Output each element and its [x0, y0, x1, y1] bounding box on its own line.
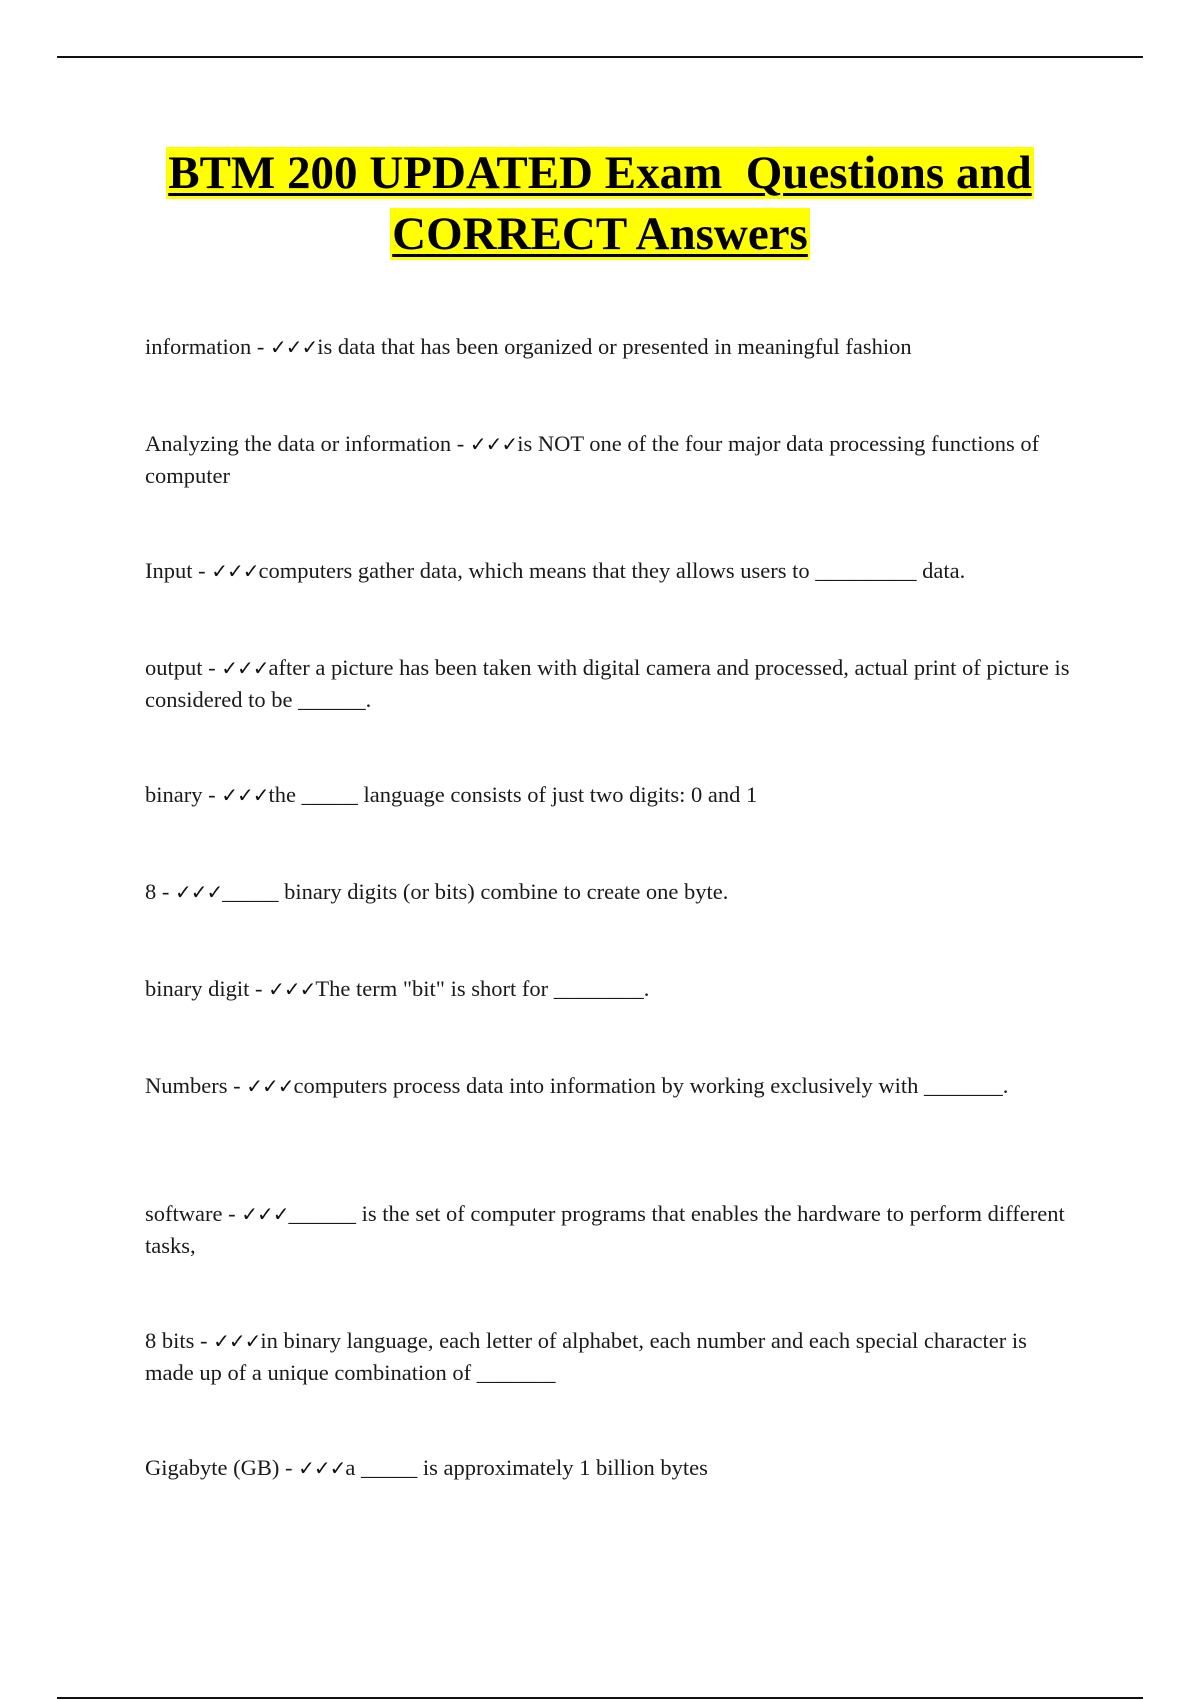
qa-item-8-bits: 8 bits - ✓✓✓in binary language, each letter of alphabet, each number and each special character is made up of a unique combination of _______	[145, 1328, 1027, 1385]
qa-term: 8 bits	[145, 1328, 195, 1353]
qa-item-8: 8 - ✓✓✓_____ binary digits (or bits) combine to create one byte.	[145, 879, 729, 904]
top-rule	[57, 56, 1143, 58]
qa-item-binary: binary - ✓✓✓the _____ language consists of just two digits: 0 and 1	[145, 782, 758, 807]
qa-item-input: Input - ✓✓✓computers gather data, which means that they allows users to _________ data.	[145, 558, 966, 583]
qa-answer-text: is data that has been organized or presented in meaningful fashion	[317, 334, 912, 359]
qa-item-software: software - ✓✓✓______ is the set of computer programs that enables the hardware to perform different tasks,	[145, 1201, 1065, 1258]
qa-term: binary digit	[145, 976, 250, 1001]
qa-item-information: information - ✓✓✓is data that has been organized or presented in meaningful fashion	[145, 334, 912, 359]
checkmarks-icon: ✓✓✓	[175, 880, 223, 904]
qa-term: binary	[145, 782, 203, 807]
checkmarks-icon: ✓✓✓	[211, 559, 259, 583]
qa-item-numbers: Numbers - ✓✓✓computers process data into information by working exclusively with _______.	[145, 1073, 1009, 1098]
qa-answer-text: ______ is the set of computer programs that enables the hardware to perform different tasks,	[145, 1201, 1065, 1258]
checkmarks-icon: ✓✓✓	[268, 977, 316, 1001]
qa-answer-text: is NOT one of the four major data processing functions of computer	[145, 431, 1040, 488]
qa-term: Gigabyte (GB)	[145, 1455, 280, 1480]
qa-term: Input	[145, 558, 193, 583]
qa-item-output: output - ✓✓✓after a picture has been taken with digital camera and processed, actual print of picture is considered to be ______.	[145, 655, 1070, 712]
checkmarks-icon: ✓✓✓	[298, 1456, 346, 1480]
title-line-2: CORRECT Answers	[392, 208, 808, 260]
qa-term: information	[145, 334, 252, 359]
checkmarks-icon: ✓✓✓	[241, 1202, 289, 1226]
qa-answer-text: _____ binary digits (or bits) combine to create one byte.	[222, 879, 729, 904]
qa-answer-text: in binary language, each letter of alphabet, each number and each special character is made up of a unique combination of _______	[145, 1328, 1027, 1385]
checkmarks-icon: ✓✓✓	[246, 1074, 294, 1098]
qa-term: Numbers	[145, 1073, 228, 1098]
qa-term: 8	[145, 879, 157, 904]
title-line-1: BTM 200 UPDATED Exam Questions and	[168, 147, 1032, 199]
qa-answer-text: computers gather data, which means that they allows users to _________ data.	[258, 558, 966, 583]
qa-answer-text: a _____ is approximately 1 billion bytes	[345, 1455, 708, 1480]
qa-answer-text: The term "bit" is short for ________.	[315, 976, 650, 1001]
qa-term: software	[145, 1201, 223, 1226]
document-title	[0, 143, 1200, 265]
qa-term: Analyzing the data or information	[145, 431, 452, 456]
checkmarks-icon: ✓✓✓	[221, 783, 269, 807]
bottom-rule	[57, 1697, 1143, 1699]
qa-answer-text: after a picture has been taken with digital camera and processed, actual print of picture is considered to be ______.	[145, 655, 1070, 712]
checkmarks-icon: ✓✓✓	[213, 1329, 261, 1353]
qa-answer-text: computers process data into information by working exclusively with _______.	[293, 1073, 1009, 1098]
checkmarks-icon: ✓✓✓	[269, 335, 318, 359]
qa-item-binary-digit: binary digit - ✓✓✓The term "bit" is short for ________.	[145, 976, 650, 1001]
checkmarks-icon: ✓✓✓	[221, 656, 269, 680]
qa-term: output	[145, 655, 203, 680]
qa-answer-text: the _____ language consists of just two digits: 0 and 1	[268, 782, 758, 807]
qa-item-analyzing: Analyzing the data or information - ✓✓✓is NOT one of the four major data processing functions of computer	[145, 431, 1040, 488]
qa-item-gigabyte: Gigabyte (GB) - ✓✓✓a _____ is approximately 1 billion bytes	[145, 1455, 708, 1480]
checkmarks-icon: ✓✓✓	[469, 432, 518, 456]
